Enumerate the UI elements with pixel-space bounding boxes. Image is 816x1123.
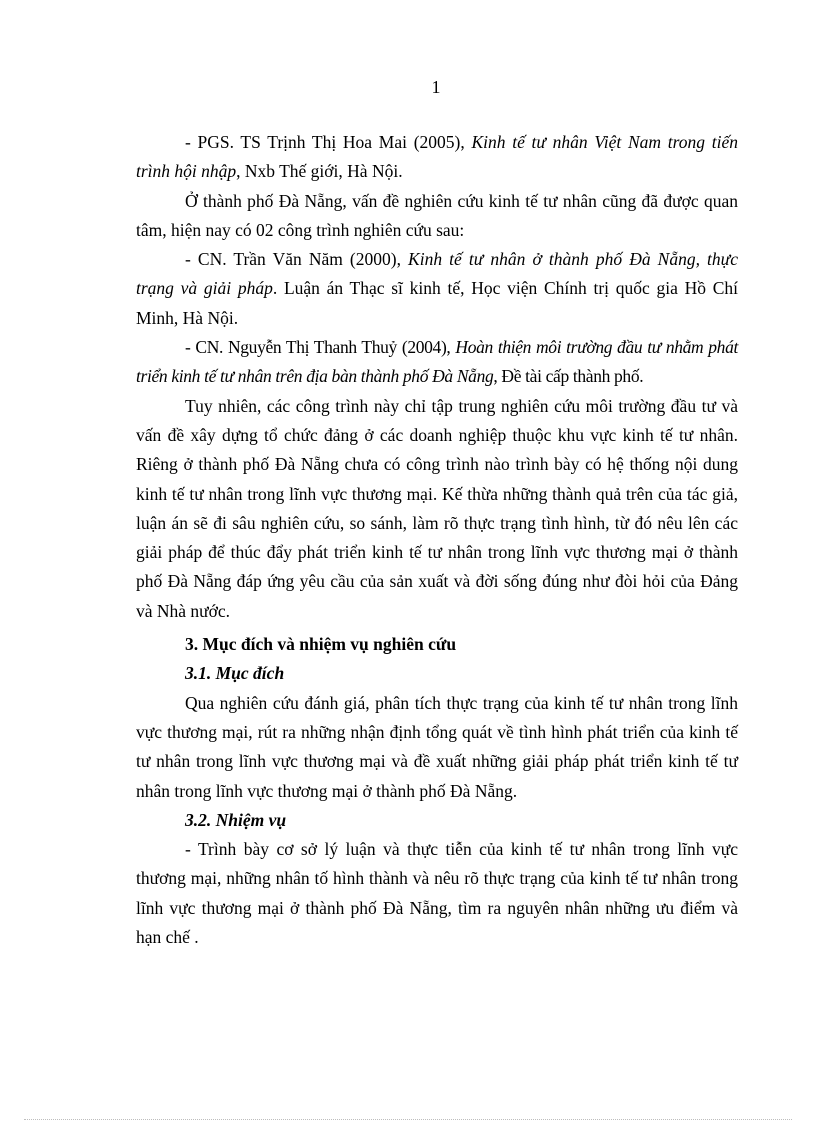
reference-publisher: , Nxb Thế giới, Hà Nội.: [236, 161, 403, 182]
subsection-heading: 3.2. Nhiệm vụ: [185, 809, 287, 830]
reference-author: - CN. Trần Văn Năm (2000),: [185, 249, 409, 270]
reference-paragraph: [136, 128, 738, 187]
document-body: [136, 128, 738, 952]
reference-paragraph: [136, 245, 738, 333]
intro-paragraph: Ở thành phố Đà Nẵng, vấn đề nghiên cứu kinh tế tư nhân cũng đã được quan tâm, hiện nay có 02 công trình nghiên cứu sau:: [136, 190, 738, 240]
purpose-paragraph: Qua nghiên cứu đánh giá, phân tích thực trạng của kinh tế tư nhân trong lĩnh vực thương mại, rút ra những nhận định tổng quát về tình hình phát triển của kinh tế tư nhân trong lĩnh vực thương mại và đề xuất những giải pháp phát triển kinh tế tư nhân trong lĩnh vực thương mại ở thành phố Đà Nẵng.: [136, 692, 738, 801]
section-heading: 3. Mục đích và nhiệm vụ nghiên cứu: [185, 634, 457, 655]
subsection-heading: 3.1. Mục đích: [185, 663, 285, 684]
reference-author: - PGS. TS Trịnh Thị Hoa Mai (2005),: [185, 132, 472, 152]
reference-publisher: , Đề tài cấp thành phố.: [493, 366, 644, 387]
page-bottom-rule: [24, 1119, 792, 1120]
reference-paragraph: [136, 333, 738, 392]
reference-title: Hoàn thiện môi trường đầu tư nhằm phát triển kinh tế tư nhân trên địa bàn thành phố Đà Nẵng: [136, 337, 738, 387]
reference-publisher: . Luận án Thạc sĩ kinh tế, Học viện Chính trị quốc gia Hồ Chí Minh, Hà Nội.: [136, 278, 738, 328]
tasks-paragraph: - Trình bày cơ sở lý luận và thực tiễn của kinh tế tư nhân trong lĩnh vực thương mại, những nhân tố hình thành và nêu rõ thực trạng của kinh tế tư nhân trong lĩnh vực thương mại ở thành phố Đà Nẵng, tìm ra nguyên nhân những ưu điểm và hạn chế .: [136, 839, 738, 948]
reference-title: Kinh tế tư nhân Việt Nam trong tiến trình hội nhập: [136, 132, 738, 182]
page-number: 1: [431, 77, 441, 97]
reference-title: Kinh tế tư nhân ở thành phố Đà Nẵng, thực trạng và giải pháp: [136, 249, 738, 299]
reference-author: - CN. Nguyễn Thị Thanh Thuỷ (2004),: [185, 337, 456, 358]
summary-paragraph: Tuy nhiên, các công trình này chỉ tập trung nghiên cứu môi trường đầu tư và vấn đề xây dựng tổ chức đảng ở các doanh nghiệp thuộc khu vực kinh tế tư nhân. Riêng ở thành phố Đà Nẵng chưa có công trình nào trình bày có hệ thống nội dung kinh tế tư nhân trong lĩnh vực thương mại. Kế thừa những thành quả trên của tác giả, luận án sẽ đi sâu nghiên cứu, so sánh, làm rõ thực trạng tình hình, từ đó nêu lên các giải pháp để thúc đẩy phát triển kinh tế tư nhân trong lĩnh vực thương mại ở thành phố Đà Nẵng đáp ứng yêu cầu của sản xuất và đời sống đúng như đòi hỏi của Đảng và Nhà nước.: [136, 395, 738, 621]
